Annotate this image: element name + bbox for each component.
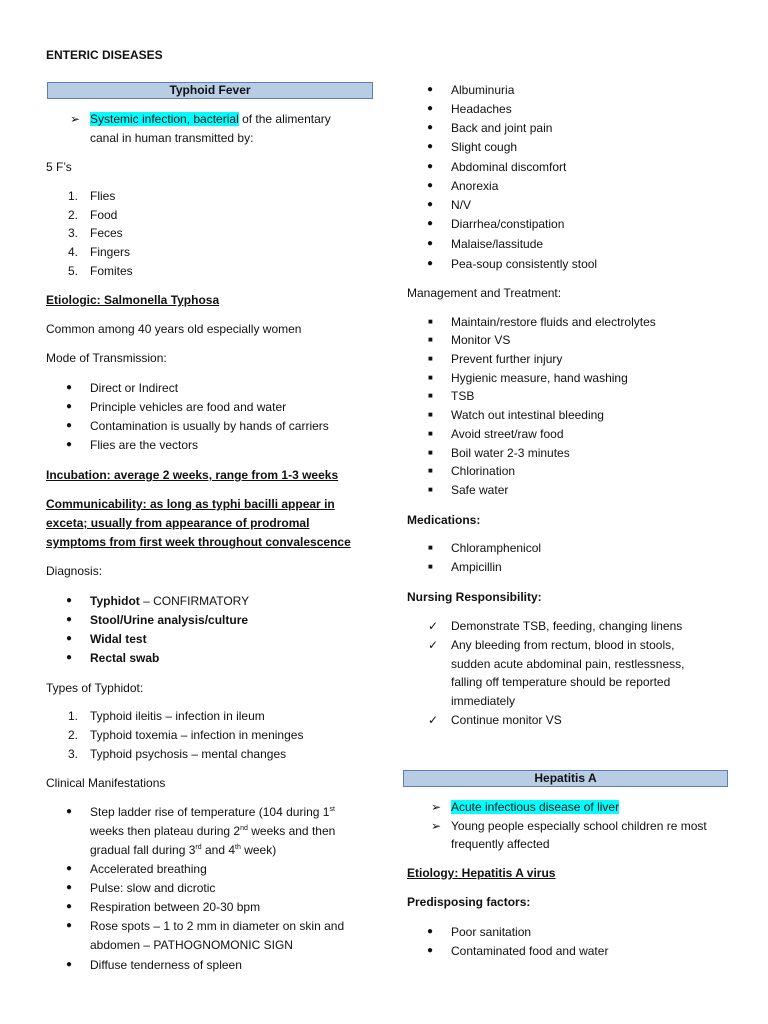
square-bullet-icon: ■ <box>428 562 433 571</box>
list-item: Continue monitor VS <box>451 713 562 727</box>
bullet-icon: ● <box>66 595 73 606</box>
rose-spots-line1: Rose spots – 1 to 2 mm in diameter on skin and <box>90 919 345 933</box>
text-span: weeks and then <box>247 824 336 838</box>
list-item: Stool/Urine analysis/culture <box>90 613 249 627</box>
list-item: Avoid street/raw food <box>451 427 564 441</box>
bullet-icon: ● <box>66 439 73 450</box>
list-item: Boil water 2-3 minutes <box>451 446 570 460</box>
hepatitis-intro <box>451 798 619 816</box>
bullet-icon: ● <box>427 180 434 191</box>
typhoid-intro-line2: canal in human transmitted by: <box>90 131 254 145</box>
step-ladder-line1 <box>90 803 335 821</box>
bullet-icon: ● <box>427 945 434 956</box>
list-item: Rectal swab <box>90 651 160 665</box>
list-item: Contamination is usually by hands of carriers <box>90 419 329 433</box>
check-icon: ✓ <box>428 619 439 633</box>
list-item: Chlorination <box>451 464 516 478</box>
list-number: 2. <box>68 208 79 222</box>
clinical-manifestations-title: Clinical Manifestations <box>46 776 166 790</box>
types-of-typhidot-title: Types of Typhidot: <box>46 681 144 695</box>
list-item: Contaminated food and water <box>451 944 609 958</box>
list-item: Flies <box>90 189 116 203</box>
bullet-icon: ● <box>427 84 434 95</box>
list-item: Fomites <box>90 264 133 278</box>
bullet-icon: ● <box>427 218 434 229</box>
list-item: Respiration between 20-30 bpm <box>90 900 261 914</box>
communicability-line: exceta; usually from appearance of prodromal <box>46 516 310 530</box>
bullet-icon: ● <box>66 959 73 970</box>
list-item: Monitor VS <box>451 333 511 347</box>
text-span: week) <box>240 843 277 857</box>
superscript: st <box>329 806 335 813</box>
list-item: Chloramphenicol <box>451 541 542 555</box>
hepatitis-a-header: Hepatitis A <box>403 770 728 787</box>
step-ladder-line3 <box>90 841 276 859</box>
young-people-line2: frequently affected <box>451 837 550 851</box>
list-item: Flies are the vectors <box>90 438 199 452</box>
list-item: Typhoid toxemia – infection in meninges <box>90 728 304 742</box>
list-item: Ampicillin <box>451 560 502 574</box>
bullet-icon: ● <box>427 238 434 249</box>
bullet-icon: ● <box>427 926 434 937</box>
list-item: TSB <box>451 389 475 403</box>
diagnosis-item-rest: – CONFIRMATORY <box>139 594 250 608</box>
list-item: Albuminuria <box>451 83 515 97</box>
nursing-line: falling off temperature should be reported <box>451 675 671 689</box>
list-number: 1. <box>68 189 79 203</box>
list-item: Slight cough <box>451 140 518 154</box>
list-number: 4. <box>68 245 79 259</box>
superscript: th <box>235 844 241 851</box>
diagnosis-title: Diagnosis: <box>46 564 103 578</box>
bullet-icon: ● <box>66 920 73 931</box>
etiologic-heading: Etiologic: Salmonella Typhosa <box>46 293 220 307</box>
square-bullet-icon: ■ <box>428 466 433 475</box>
list-item: Malaise/lassitude <box>451 237 544 251</box>
list-item: Typhoid psychosis – mental changes <box>90 747 287 761</box>
document-title: ENTERIC DISEASES <box>46 48 163 62</box>
list-item: Safe water <box>451 483 509 497</box>
incubation-heading: Incubation: average 2 weeks, range from 1-3 weeks <box>46 468 339 482</box>
bullet-icon: ● <box>427 199 434 210</box>
management-title: Management and Treatment: <box>407 286 562 300</box>
square-bullet-icon: ■ <box>428 543 433 552</box>
list-item: Feces <box>90 226 123 240</box>
predisposing-title: Predisposing factors: <box>407 895 531 909</box>
list-item: Demonstrate TSB, feeding, changing linens <box>451 619 683 633</box>
square-bullet-icon: ■ <box>428 373 433 382</box>
list-item: Watch out intestinal bleeding <box>451 408 604 422</box>
arrow-bullet-icon: ➢ <box>431 800 442 814</box>
list-item: Typhoid ileitis – infection in ileum <box>90 709 265 723</box>
typhoid-fever-header: Typhoid Fever <box>47 82 373 99</box>
typhoid-intro <box>90 110 331 128</box>
list-item: Accelerated breathing <box>90 862 207 876</box>
list-number: 3. <box>68 226 79 240</box>
step-ladder-line2 <box>90 822 335 840</box>
list-number: 2. <box>68 728 79 742</box>
list-item: Diffuse tenderness of spleen <box>90 958 242 972</box>
list-item: Diarrhea/constipation <box>451 217 565 231</box>
text-span: Step ladder rise of temperature (104 during 1 <box>90 805 330 819</box>
communicability-line: Communicability: as long as typhi bacilli appear in <box>46 497 335 511</box>
arrow-bullet-icon: ➢ <box>70 112 81 126</box>
square-bullet-icon: ■ <box>428 391 433 400</box>
list-item: Maintain/restore fluids and electrolytes <box>451 315 656 329</box>
list-item: Pea-soup consistently stool <box>451 257 598 271</box>
list-item: Pulse: slow and dicrotic <box>90 881 216 895</box>
list-item: Anorexia <box>451 179 499 193</box>
typhoid-intro-highlight: Systemic infection, bacterial <box>90 112 239 126</box>
text-span: and 4 <box>201 843 236 857</box>
bullet-icon: ● <box>66 882 73 893</box>
list-item: Prevent further injury <box>451 352 563 366</box>
young-people-line1: Young people especially school children re most <box>451 819 707 833</box>
list-item: Back and joint pain <box>451 121 553 135</box>
nursing-line: immediately <box>451 694 516 708</box>
etiology-heading: Etiology: Hepatitis A virus <box>407 866 556 880</box>
check-icon: ✓ <box>428 638 439 652</box>
square-bullet-icon: ■ <box>428 317 433 326</box>
nursing-line: sudden acute abdominal pain, restlessness, <box>451 657 685 671</box>
bullet-icon: ● <box>66 420 73 431</box>
hepatitis-intro-highlight: Acute infectious disease of liver <box>451 800 620 814</box>
list-number: 5. <box>68 264 79 278</box>
superscript: rd <box>195 844 202 851</box>
list-number: 3. <box>68 747 79 761</box>
bullet-icon: ● <box>66 806 73 817</box>
nursing-responsibility-title: Nursing Responsibility: <box>407 590 542 604</box>
square-bullet-icon: ■ <box>428 448 433 457</box>
bullet-icon: ● <box>427 141 434 152</box>
bullet-icon: ● <box>427 122 434 133</box>
common-among-text: Common among 40 years old especially women <box>46 322 302 336</box>
list-item: Fingers <box>90 245 131 259</box>
list-item: Abdominal discomfort <box>451 160 567 174</box>
text-span: gradual fall during 3 <box>90 843 196 857</box>
bullet-icon: ● <box>66 382 73 393</box>
diagnosis-item-label: Typhidot <box>90 594 140 608</box>
nursing-line: Any bleeding from rectum, blood in stools, <box>451 638 675 652</box>
medications-title: Medications: <box>407 513 481 527</box>
bullet-icon: ● <box>427 258 434 269</box>
rose-spots-line2: abdomen – PATHOGNOMONIC SIGN <box>90 938 293 952</box>
list-item: Headaches <box>451 102 512 116</box>
bullet-icon: ● <box>66 614 73 625</box>
arrow-bullet-icon: ➢ <box>431 819 442 833</box>
list-item: N/V <box>451 198 472 212</box>
bullet-icon: ● <box>66 652 73 663</box>
list-item: Direct or Indirect <box>90 381 179 395</box>
list-item: Poor sanitation <box>451 925 532 939</box>
list-item <box>90 592 249 610</box>
superscript: nd <box>240 825 248 832</box>
text-span: weeks then plateau during 2 <box>90 824 241 838</box>
bullet-icon: ● <box>427 161 434 172</box>
square-bullet-icon: ■ <box>428 335 433 344</box>
square-bullet-icon: ■ <box>428 485 433 494</box>
square-bullet-icon: ■ <box>428 429 433 438</box>
bullet-icon: ● <box>66 401 73 412</box>
square-bullet-icon: ■ <box>428 354 433 363</box>
list-item: Widal test <box>90 632 147 646</box>
check-icon: ✓ <box>428 713 439 727</box>
list-item: Principle vehicles are food and water <box>90 400 287 414</box>
bullet-icon: ● <box>66 863 73 874</box>
five-fs-title: 5 F’s <box>46 160 72 174</box>
typhoid-intro-rest: of the alimentary <box>238 112 331 126</box>
bullet-icon: ● <box>66 901 73 912</box>
square-bullet-icon: ■ <box>428 410 433 419</box>
communicability-line: symptoms from first week throughout convalescence <box>46 535 351 549</box>
mode-of-transmission-title: Mode of Transmission: <box>46 351 167 365</box>
list-item: Hygienic measure, hand washing <box>451 371 628 385</box>
bullet-icon: ● <box>427 103 434 114</box>
list-item: Food <box>90 208 118 222</box>
bullet-icon: ● <box>66 633 73 644</box>
list-number: 1. <box>68 709 79 723</box>
